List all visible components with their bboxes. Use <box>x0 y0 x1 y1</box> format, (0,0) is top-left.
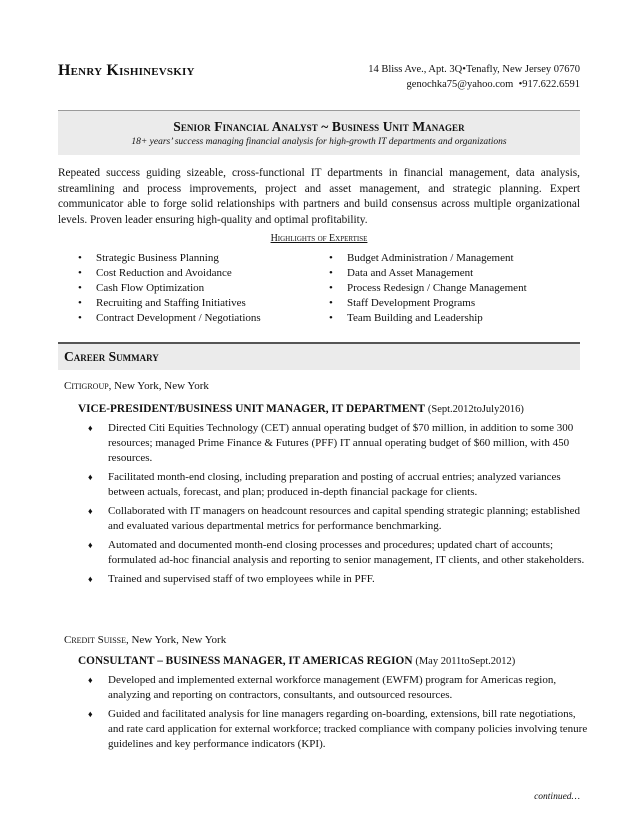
bullet-text: Collaborated with IT managers on headcount resources and capital spending strategic planning; established and evaluated various departmental metrics for performance benchmarking. <box>108 505 581 532</box>
skills-list-left <box>74 251 324 326</box>
skill-item: • Data and Asset Management <box>325 266 595 281</box>
company-location: , New York, New York <box>125 634 227 646</box>
skill-item: • Process Redesign / Change Management <box>325 281 595 296</box>
profile-summary: Repeated success guiding sizeable, cross-functional IT departments in financial management, data analysis, streamlining and process improvements, project and asset management, and strategic planning. Expert communicator able to forge solid relationships with partners and build consensus across multiple organizational levels. Proven leader ensuring high-quality and optimal profitability. <box>58 167 580 226</box>
career-summary-section-header <box>58 342 580 370</box>
section-title: Career Summary <box>64 349 159 364</box>
list-item <box>88 504 593 534</box>
phone-number: 917.622.6591 <box>522 79 580 90</box>
address-line <box>368 62 580 77</box>
city-state-zip: Tenafly, New Jersey 07670 <box>465 64 580 75</box>
skill-item: • Staff Development Programs <box>325 296 595 311</box>
list-item <box>88 707 593 752</box>
company-line <box>64 380 209 392</box>
bullet-text: Developed and implemented external workforce management (EWFM) program for Americas region, analyzing and reporting on contractors, consultants, and outsourced resources. <box>108 674 557 701</box>
skills-list-right <box>325 251 595 326</box>
skill-item: • Strategic Business Planning <box>74 251 324 266</box>
bullet-text: Directed Citi Equities Technology (CET) annual operating budget of $70 million, in addition to some 300 resources; managed Prime Finance & Futures (PFF) IT annual operating budget of $60 million, with 450 resources. <box>108 422 574 464</box>
skill-item: • Recruiting and Staffing Initiatives <box>74 296 324 311</box>
job-bullets <box>88 673 593 756</box>
job-title: VICE-PRESIDENT/BUSINESS UNIT MANAGER, IT DEPARTMENT <box>78 403 426 415</box>
diamond-bullet-icon: ♦ <box>88 540 93 550</box>
skill-item: • Team Building and Leadership <box>325 311 595 326</box>
list-item <box>88 538 593 568</box>
list-item <box>88 572 593 587</box>
skill-item: • Cash Flow Optimization <box>74 281 324 296</box>
job-title-line <box>78 655 515 667</box>
email-address: genochka75@yahoo.com <box>406 79 514 90</box>
bullet-separator: • <box>515 79 523 90</box>
company-name: Citigroup <box>64 380 109 392</box>
job-dates: (Sept.2012toJuly2016) <box>427 404 524 415</box>
resume-header <box>58 60 580 100</box>
job-bullets <box>88 421 593 591</box>
job-title-line <box>78 403 524 415</box>
company-name: Credit Suisse <box>64 634 126 646</box>
bullet-text: Trained and supervised staff of two employees while in PFF. <box>108 573 375 585</box>
contact-info <box>368 62 580 92</box>
job-title: CONSULTANT – BUSINESS MANAGER, IT AMERICAS REGION <box>78 655 413 667</box>
diamond-bullet-icon: ♦ <box>88 574 93 584</box>
email-phone-line <box>368 77 580 92</box>
street-address: 14 Bliss Ave., Apt. 3Q <box>368 64 463 75</box>
list-item <box>88 673 593 703</box>
skill-item: • Cost Reduction and Avoidance <box>74 266 324 281</box>
diamond-bullet-icon: ♦ <box>88 506 93 516</box>
bullet-text: Automated and documented month-end closing processes and procedures; updated chart of accounts; formulated ad-hoc financial analysis and reporting to senior management, IT clients, and other stakeholders. <box>108 539 585 566</box>
diamond-bullet-icon: ♦ <box>88 709 93 719</box>
bullet-text: Guided and facilitated analysis for line managers regarding on-boarding, extensions, bill rate negotiations, and rate card application for external workforce; tracked compliance with company policies involving tenure guidelines and key performance indicators (KPI). <box>108 708 588 750</box>
continued-note: continued… <box>534 792 580 802</box>
skill-item: • Contract Development / Negotiations <box>74 311 324 326</box>
bullet-separator: • <box>462 64 466 75</box>
list-item <box>88 421 593 466</box>
applicant-name: Henry Kishinevskiy <box>58 62 195 79</box>
list-item <box>88 470 593 500</box>
company-line <box>64 634 226 646</box>
diamond-bullet-icon: ♦ <box>88 675 93 685</box>
skill-item: • Budget Administration / Management <box>325 251 595 266</box>
diamond-bullet-icon: ♦ <box>88 423 93 433</box>
professional-title: Senior Financial Analyst ~ Business Unit Manager <box>173 119 465 134</box>
job-dates: (May 2011toSept.2012) <box>415 656 516 667</box>
title-banner <box>58 110 580 155</box>
professional-subtitle: 18+ years’ success managing financial analysis for high-growth IT departments and organizations <box>131 137 507 147</box>
diamond-bullet-icon: ♦ <box>88 472 93 482</box>
company-location: , New York, New York <box>108 380 209 392</box>
bullet-text: Facilitated month-end closing, including preparation and posting of accrual entries; analyzed variances between actuals, forecast, and plan; produced in-depth financial package for clients. <box>108 471 561 498</box>
highlights-heading: Highlights of Expertise <box>270 233 368 244</box>
